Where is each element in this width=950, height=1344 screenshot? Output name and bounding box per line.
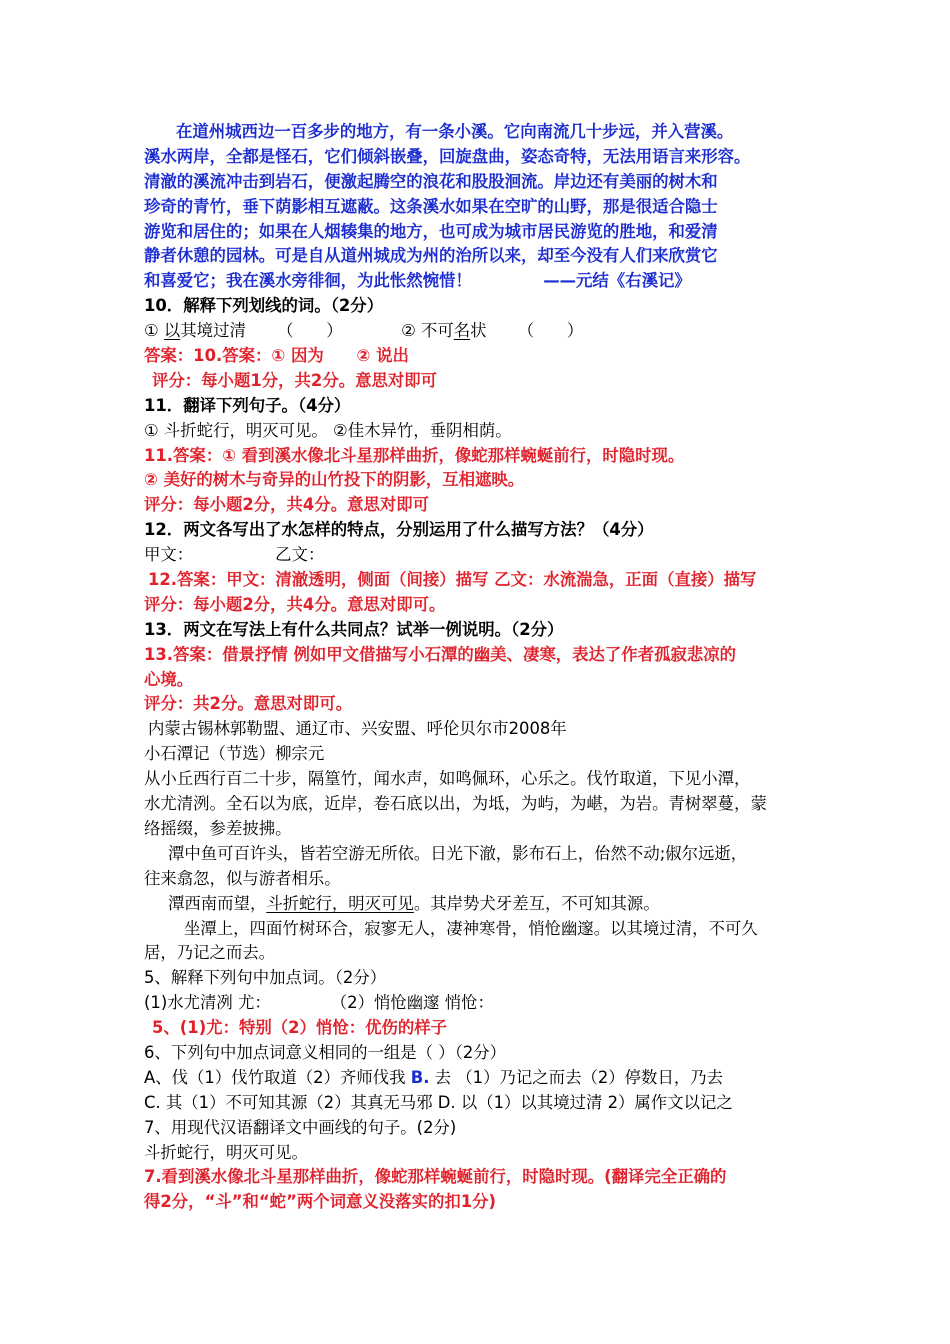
text-paragraph-2-line: 潭中鱼可百许头，皆若空游无所依。日光下澈，影布石上，佁然不动;俶尔远逝， — [168, 843, 748, 863]
q11-title: 11．翻译下列句子。（4分） — [144, 395, 351, 415]
q10-score: 评分：每小题1分，共2分。意思对即可 — [152, 370, 438, 390]
q10-item2-word: 名 — [453, 321, 471, 341]
q7-sentence: 斗折蛇行，明灭可见。 — [144, 1142, 308, 1162]
text-paragraph-1-line: 络摇缀，参差披拂。 — [144, 818, 292, 838]
text-paragraph-2-line: 往来翕忽，似与游者相乐。 — [144, 868, 341, 888]
passage-line: 和喜爱它；我在溪水旁徘徊，为此怅然惋惜！ — [144, 271, 472, 291]
q10-item2-number: ② — [401, 321, 421, 341]
q11-answer-1: 11.答案：① 看到溪水像北斗星那样曲折，像蛇那样蜿蜒前行，时隐时现。 — [144, 445, 685, 465]
q10-item1-number: ① — [144, 321, 164, 341]
q5-items — [144, 991, 816, 1016]
underlined-sentence: 斗折蛇行，明灭可见 — [266, 893, 414, 913]
passage-line: 珍奇的青竹，垂下荫影相互遮蔽。这条溪水如果在空旷的山野，那是很适合隐士 — [144, 196, 718, 216]
q10-items — [144, 319, 816, 344]
q7-title: 7、用现代汉语翻译文中画线的句子。(2分) — [144, 1117, 457, 1137]
passage-line: 在道州城西边一百多步的地方，有一条小溪。它向南流几十步远，并入营溪。 — [176, 122, 734, 141]
q6-options-line-1 — [144, 1066, 816, 1091]
q6-option-b-letter: B. — [410, 1067, 430, 1087]
q7-answer-2: 得2分，“斗”和“蛇”两个词意义没落实的扣1分) — [144, 1192, 497, 1212]
q10-item1-rest: 其境过清 — [180, 321, 246, 341]
q12-label-b: 乙文： — [275, 545, 325, 565]
q11-score: 评分：每小题2分，共4分。意思对即可 — [144, 495, 430, 515]
text-paragraph-3-pre: 潭西南而望， — [168, 893, 267, 913]
text-paragraph-1-line: 水尤清洌。全石以为底，近岸，卷石底以出，为坻，为屿，为嵁，为岩。青树翠蔓，蒙 — [144, 794, 767, 814]
passage-line: 游览和居住的；如果在人烟辏集的地方，也可成为城市居民游览的胜地，和爱清 — [144, 221, 718, 241]
q10-title: 10．解释下列划线的词。（2分） — [144, 296, 384, 316]
q13-title: 13．两文在写法上有什么共同点？试举一例说明。（2分） — [144, 619, 564, 639]
passage-attribution: ——元结《右溪记》 — [543, 271, 691, 291]
q10-item2-pre: 不可 — [420, 321, 454, 341]
q7-answer-1: 7.看到溪水像北斗星那样曲折，像蛇那样蜿蜒前行，时隐时现。(翻译完全正确的 — [144, 1167, 727, 1187]
text-paragraph-3-post: 。其岸势犬牙差互，不可知其源。 — [413, 893, 660, 913]
q6-options-line-2: C. 其（1）不可知其源（2）其真无马邪 D. 以（1）以其境过清 2）属作文以记之 — [144, 1092, 733, 1112]
document-content — [144, 120, 816, 1215]
q6-title: 6、下列句中加点词意义相同的一组是（ ）（2分） — [144, 1042, 507, 1062]
passage-line: 溪水两岸，全都是怪石，它们倾斜嵌叠，回旋盘曲，姿态奇特，无法用语言来形容。 — [144, 146, 751, 166]
text-paragraph-4-line: 居，乃记之而去。 — [144, 943, 276, 963]
passage-line: 静者休憩的园林。可是自从道州城成为州的治所以来，却至今没有人们来欣赏它 — [144, 246, 718, 266]
q6-option-a: A、伐（1）伐竹取道（2）齐师伐我 — [144, 1067, 411, 1087]
q10-item1-blank: （ ） — [277, 321, 343, 341]
text-title: 小石潭记（节选）柳宗元 — [144, 744, 325, 764]
q13-score: 评分：共2分。意思对即可。 — [144, 694, 353, 714]
passage-last-line — [144, 269, 816, 294]
q12-score: 评分：每小题2分，共4分。意思对即可。 — [144, 594, 446, 614]
q5-item-1: (1)水尤清冽 尤： — [144, 993, 271, 1013]
q6-option-b: 去 （1）乃记之而去（2）停数日，乃去 — [429, 1067, 724, 1087]
q5-answer: 5、(1)尤：特别（2）悄怆：优伤的样子 — [152, 1018, 448, 1038]
text-paragraph-3 — [144, 892, 816, 917]
q5-item-2: （2）悄怆幽邃 悄怆： — [330, 993, 494, 1013]
q12-labels — [144, 543, 816, 568]
q12-title: 12．两文各写出了水怎样的特点，分别运用了什么描写方法？（4分） — [144, 520, 654, 540]
q10-answer: 答案：10.答案：① 因为 ② 说出 — [144, 346, 409, 366]
q10-item2-rest: 状 — [470, 321, 487, 341]
q12-answer: 12.答案：甲文：清澈透明，侧面（间接）描写 乙文：水流湍急，正面（直接）描写 — [148, 570, 757, 590]
passage-line: 清澈的溪流冲击到岩石，便激起腾空的浪花和股股洄流。岸边还有美丽的树木和 — [144, 171, 718, 191]
q12-label-a: 甲文： — [144, 545, 194, 565]
q5-title: 5、解释下列句中加点词。（2分） — [144, 968, 387, 988]
q11-answer-2: ② 美好的树木与奇异的山竹投下的阴影，互相遮映。 — [144, 470, 525, 490]
q13-answer-1: 13.答案：借景抒情 例如甲文借描写小石潭的幽美、凄寒，表达了作者孤寂悲凉的 — [144, 644, 737, 664]
q13-answer-2: 心境。 — [144, 669, 194, 689]
exam-header: 内蒙古锡林郭勒盟、通辽市、兴安盟、呼伦贝尔市2008年 — [148, 719, 567, 739]
text-paragraph-1-line: 从小丘西行百二十步，隔篁竹，闻水声，如鸣佩环，心乐之。伐竹取道，下见小潭， — [144, 769, 751, 789]
text-paragraph-4-line: 坐潭上，四面竹树环合，寂寥无人，凄神寒骨，悄怆幽邃。以其境过清，不可久 — [184, 918, 758, 938]
q10-item1-word: 以 — [163, 321, 181, 341]
q10-item2-blank: （ ） — [517, 321, 584, 341]
q11-items: ① 斗折蛇行，明灭可见。 ②佳木异竹，垂阴相荫。 — [144, 420, 512, 440]
